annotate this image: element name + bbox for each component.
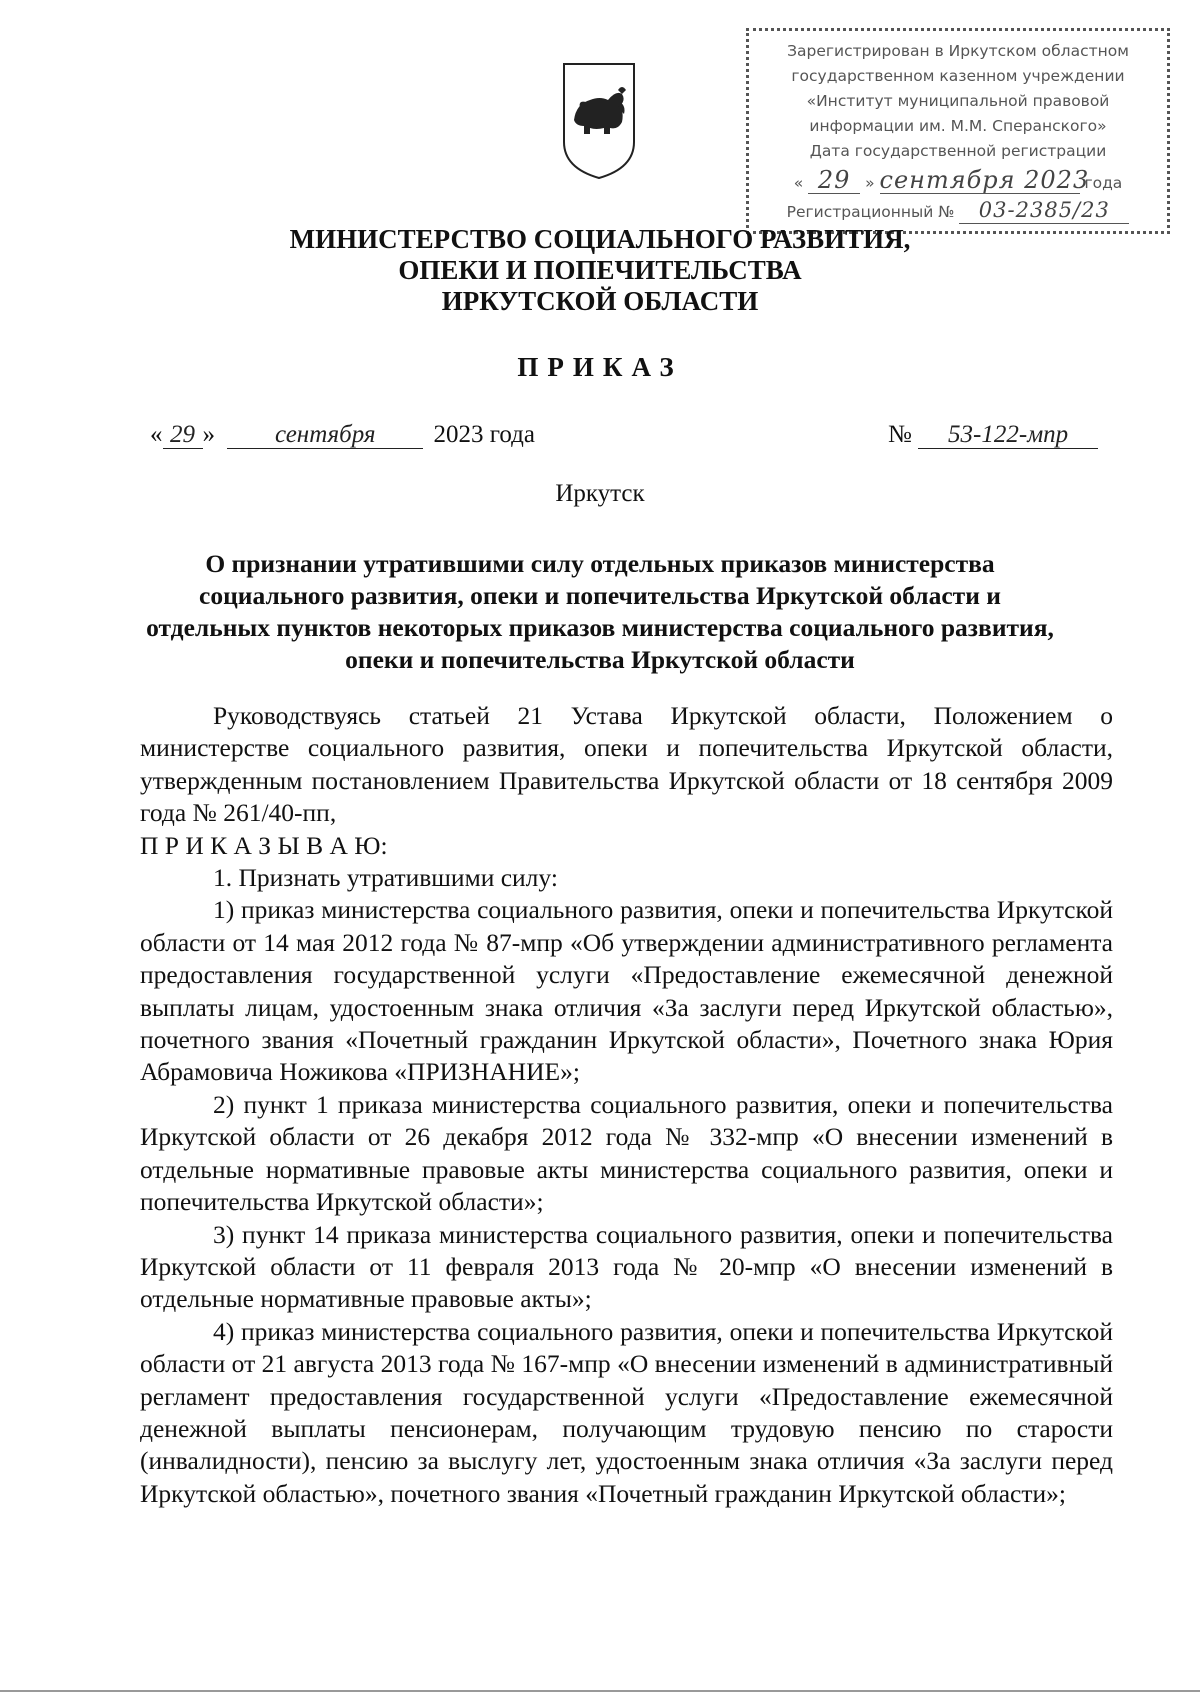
document-body — [140, 700, 1113, 1510]
subitem-paragraph: 4) приказ министерства социального развития, опеки и попечительства Иркутской области от 21 августа 2013 года № 167-мпр «О внесении изменений в административный регламент предоставления государственной услуги «Предоставление ежемесячной денежной выплаты пенсионерам, получающим трудовую пенсию по старости (инвалидности), пенсию за выслугу лет, удостоенным знака отличия «За заслуги перед Иркутской областью», почетного звания «Почетный гражданин Иркутской области»; — [140, 1316, 1113, 1508]
subitem-paragraph: 2) пункт 1 приказа министерства социального развития, опеки и попечительства Иркутской области от 26 декабря 2012 года № 332-мпр «О внесении изменений в отдельные нормативные правовые акты министерства социального развития, опеки и попечительства Иркутской области»; — [140, 1089, 1113, 1217]
stamp-date-year-word: года — [1084, 174, 1123, 192]
stamp-reg-line — [749, 198, 1167, 225]
document-type: ПРИКАЗ — [517, 352, 683, 382]
stamp-date-month: сентября 2023 — [879, 166, 1090, 194]
subitem-paragraph: 1) приказ министерства социального развития, опеки и попечительства Иркутской области от 14 мая 2012 года № 87-мпр «Об утверждении административного регламента предоставления государственной услуги «Предоставление ежемесячной денежной выплаты лицам, удостоенным знака отличия «За заслуги перед Иркутской областью», почетного звания «Почетный гражданин Иркутской области», Почетного знака Юрия Абрамовича Ножикова «ПРИЗНАНИЕ»; — [140, 895, 1113, 1087]
subitem-paragraph: 3) пункт 14 приказа министерства социального развития, опеки и попечительства Иркутской области от 11 февраля 2013 года № 20-мпр «О внесении изменений в отдельные нормативные правовые акты»; — [140, 1219, 1113, 1314]
date-year: 2023 года — [433, 421, 535, 448]
item-paragraph: 1. Признать утратившими силу: — [213, 863, 558, 893]
stamp-line: государственном казенном учреждении — [791, 67, 1125, 85]
stamp-reg-label: Регистрационный № — [786, 203, 955, 221]
stamp-line: Зарегистрирован в Иркутском областном — [787, 42, 1129, 60]
order-date — [150, 421, 535, 449]
date-month: сентября — [227, 422, 423, 449]
ministry-line: ОПЕКИ И ПОПЕЧИТЕЛЬСТВА — [398, 255, 802, 285]
ministry-line: МИНИСТЕРСТВО СОЦИАЛЬНОГО РАЗВИТИЯ, — [289, 224, 911, 254]
ministry-line: ИРКУТСКОЙ ОБЛАСТИ — [441, 286, 759, 316]
date-close-quote: » — [202, 421, 215, 448]
ministry-header — [0, 224, 1200, 317]
document-title: О признании утратившими силу отдельных приказов министерства социального развития, опеки и попечительства Иркутской области и отдельных пунктов некоторых приказов министерства социального развития, опеки и попечительства Иркутской области — [146, 549, 1054, 674]
number-sign: № — [888, 421, 912, 448]
stamp-reg-number: 03-2385/23 — [959, 198, 1129, 224]
date-day: 29 — [163, 422, 203, 449]
stamp-line: информации им. М.М. Сперанского» — [809, 117, 1107, 135]
date-open-quote: « — [150, 421, 163, 448]
preamble-paragraph: Руководствуясь статьей 21 Устава Иркутской области, Положением о министерстве социального развития, опеки и попечительства Иркутской области, утвержденным постановлением Правительства Иркутской области от 18 сентября 2009 года № 261/40-пп, — [140, 701, 1113, 828]
stamp-date-close-quote: » — [865, 174, 875, 192]
order-number — [888, 421, 1098, 449]
stamp-date-day: 29 — [808, 168, 860, 194]
number-value: 53-122-мпр — [918, 422, 1098, 449]
order-word: П Р И К А З Ы В А Ю: — [140, 830, 388, 860]
stamp-line: Дата государственной регистрации — [809, 142, 1107, 160]
stamp-date-line — [749, 168, 1167, 196]
city: Иркутск — [555, 480, 645, 507]
page-bottom-edge — [0, 1690, 1200, 1692]
registration-stamp — [746, 28, 1170, 234]
coat-of-arms-emblem — [560, 60, 638, 182]
stamp-date-open-quote: « — [793, 174, 804, 192]
stamp-line: «Институт муниципальной правовой — [806, 92, 1110, 110]
